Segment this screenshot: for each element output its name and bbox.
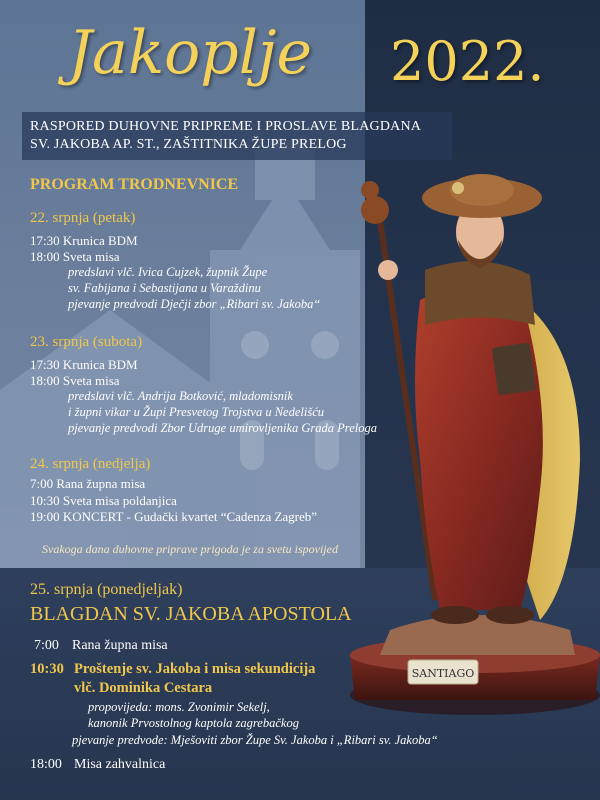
saint-james-statue bbox=[330, 160, 600, 720]
day-3-line-2: 10:30 Sveta misa poldanjica bbox=[30, 493, 177, 508]
day-3-date: 24. srpnja (nedjelja) bbox=[30, 456, 151, 472]
feast-date: 25. srpnja (ponedjeljak) bbox=[30, 581, 183, 598]
day-3-line-3: 19:00 KONCERT - Gudački kvartet “Cadenza Zagreb” bbox=[30, 509, 318, 524]
day-2-detail-1: predslavi vlč. Andrija Botković, mladomisnik bbox=[68, 389, 293, 403]
day-1-line-2: 18:00 Sveta misa bbox=[30, 249, 120, 264]
title-year: 2022. bbox=[390, 30, 545, 93]
feast-text-3: Misa zahvalnica bbox=[74, 757, 166, 772]
day-1-detail-2: sv. Fabijana i Sebastijana u Varaždinu bbox=[68, 281, 261, 295]
day-2-line-1: 17:30 Krunica BDM bbox=[30, 357, 138, 372]
title-word: Jakoplje bbox=[68, 18, 313, 88]
feast-time-2: 10:30 bbox=[30, 661, 64, 677]
feast-detail-1: propovijeda: mons. Zvonimir Sekelj, bbox=[88, 700, 270, 714]
feast-text-2b: vlč. Dominika Cestara bbox=[74, 680, 213, 696]
day-1-detail-1: predslavi vlč. Ivica Cujzek, župnik Župe bbox=[68, 265, 268, 279]
svg-text:SANTIAGO: SANTIAGO bbox=[411, 667, 475, 680]
day-1-detail-3: pjevanje predvodi Dječji zbor „Ribari sv. Jakoba“ bbox=[68, 297, 321, 311]
subtitle-line-1: RASPORED DUHOVNE PRIPREME I PROSLAVE BLAGDANA bbox=[30, 119, 422, 134]
program-heading: PROGRAM TRODNEVNICE bbox=[30, 176, 239, 193]
day-1-line-1: 17:30 Krunica BDM bbox=[30, 233, 138, 248]
feast-text-2: Proštenje sv. Jakoba i misa sekundicija bbox=[74, 661, 316, 677]
santiago-plaque bbox=[408, 660, 478, 684]
day-3-line-1: 7:00 Rana župna misa bbox=[30, 476, 146, 491]
day-2-detail-2: i župni vikar u Župi Presvetog Trojstva u Nedelišću bbox=[68, 405, 324, 419]
feast-detail-2: kanonik Prvostolnog kaptola zagrebačkog bbox=[88, 716, 299, 730]
day-1-date: 22. srpnja (petak) bbox=[30, 210, 136, 226]
feast-detail-3: pjevanje predvode: Mješoviti zbor Župe Sv. Jakoba i „Ribari sv. Jakoba“ bbox=[72, 733, 438, 747]
day-2-line-2: 18:00 Sveta misa bbox=[30, 373, 120, 388]
subtitle-line-2: SV. JAKOBA AP. ST., ZAŠTITNIKA ŽUPE PRELOG bbox=[30, 137, 347, 152]
feast-time-3: 18:00 bbox=[30, 757, 62, 772]
feast-text-1: Rana župna misa bbox=[72, 638, 168, 653]
day-2-detail-3: pjevanje predvodi Zbor Udruge umirovljenika Grada Preloga bbox=[68, 421, 377, 435]
confession-note: Svakoga dana duhovne priprave prigoda je za svetu ispovijed bbox=[42, 542, 338, 556]
feast-title: BLAGDAN SV. JAKOBA APOSTOLA bbox=[30, 603, 352, 625]
day-2-date: 23. srpnja (subota) bbox=[30, 334, 143, 350]
feast-time-1: 7:00 bbox=[34, 638, 59, 653]
